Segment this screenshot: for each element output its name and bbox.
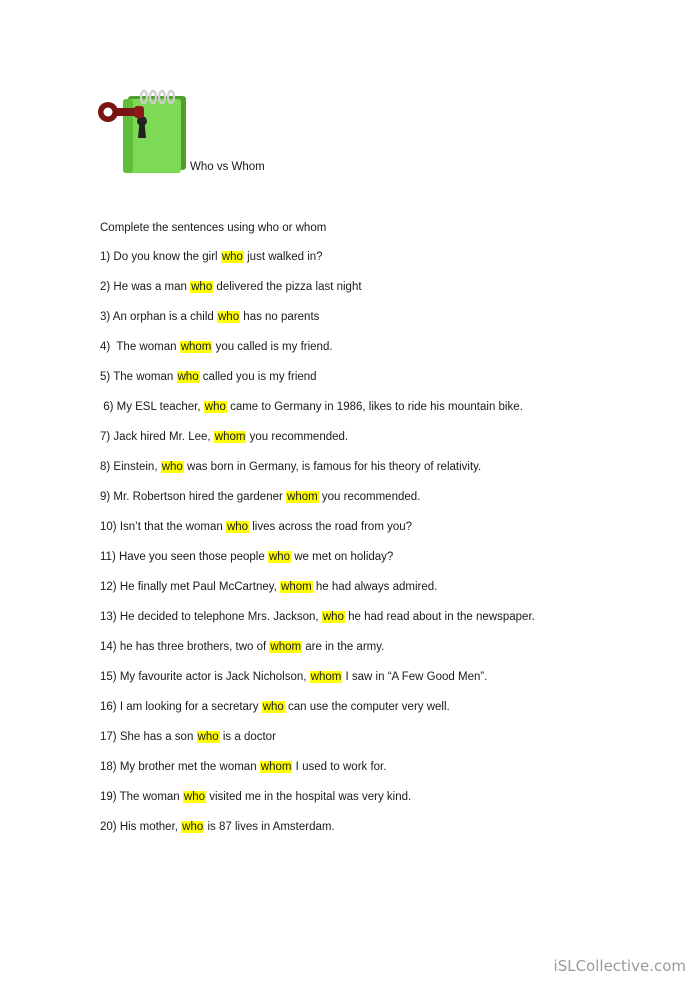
highlighted-answer: who [182,821,204,833]
highlighted-answer: who [183,791,205,803]
sentence-item [100,340,535,370]
sentence-item [100,250,535,280]
highlighted-answer: whom [214,431,246,443]
highlighted-answer: whom [260,761,292,773]
highlighted-answer: who [268,551,291,563]
highlighted-answer: who [322,611,344,623]
sentence-text-after: called you is my friend [199,371,317,383]
sentence-list [100,250,535,850]
sentence-text-after: lives across the road from you? [249,521,413,533]
sentence-item [100,490,535,520]
sentence-item [100,310,535,340]
sentence-item [100,580,535,610]
sentence-text-after: you recommended. [246,431,349,443]
sentence-text-before: 20) His mother, [100,821,182,833]
sentence-item [100,370,535,400]
sentence-text-after: has no parents [240,311,320,323]
sentence-item [100,820,535,850]
instructions: Complete the sentences using who or whom [100,222,327,234]
sentence-text-before: 7) Jack hired Mr. Lee, [100,431,214,443]
watermark: iSLCollective.com [553,957,686,975]
page-title: Who vs Whom [190,161,265,173]
sentence-text-after: he had read about in the newspaper. [344,611,535,623]
sentence-item [100,550,535,580]
sentence-text-after: you recommended. [318,491,421,503]
sentence-text-before: 13) He decided to telephone Mrs. Jackson, [100,611,322,623]
sentence-text-before: 2) He was a man [100,281,191,293]
sentence-item [100,730,535,760]
sentence-text-before: 18) My brother met the woman [100,761,260,773]
sentence-text-after: came to Germany in 1986, likes to ride his mountain bike. [226,401,523,413]
highlighted-answer: who [161,461,183,473]
sentence-item [100,400,535,430]
sentence-text-before: 11) Have you seen those people [100,551,268,563]
sentence-item [100,430,535,460]
sentence-text-before: 9) Mr. Robertson hired the gardener [100,491,287,503]
highlighted-answer: who [218,311,240,323]
sentence-item [100,640,535,670]
sentence-text-before: 1) Do you know the girl [100,251,221,263]
sentence-item [100,610,535,640]
sentence-item [100,280,535,310]
sentence-text-before: 6) My ESL teacher, [100,401,204,413]
sentence-item [100,670,535,700]
sentence-text-after: I used to work for. [292,761,387,773]
sentence-text-after: was born in Germany, is famous for his theory of relativity. [183,461,482,473]
sentence-item [100,520,535,550]
notebook-key-icon [96,88,194,174]
sentence-text-before: 8) Einstein, [100,461,161,473]
highlighted-answer: who [177,371,199,383]
sentence-text-after: can use the computer very well. [284,701,450,713]
sentence-text-after: delivered the pizza last night [213,281,362,293]
highlighted-answer: whom [180,341,212,353]
sentence-text-after: we met on holiday? [291,551,394,563]
sentence-item [100,460,535,490]
sentence-text-before: 5) The woman [100,371,177,383]
highlighted-answer: who [221,251,243,263]
sentence-text-after: visited me in the hospital was very kind. [206,791,412,803]
sentence-text-before: 15) My favourite actor is Jack Nicholson, [100,671,310,683]
sentence-text-before: 3) An orphan is a child [100,311,217,323]
sentence-text-before: 10) Isn’t that the woman [100,521,226,533]
highlighted-answer: whom [287,491,318,503]
sentence-text-before: 16) I am looking for a secretary [100,701,262,713]
sentence-text-after: he had always admired. [312,581,438,593]
sentence-text-after: is 87 lives in Amsterdam. [204,821,335,833]
sentence-text-after: is a doctor [219,731,276,743]
sentence-item [100,790,535,820]
sentence-text-before: 19) The woman [100,791,183,803]
sentence-text-before: 4) The woman [100,341,180,353]
highlighted-answer: who [191,281,213,293]
sentence-text-before: 14) he has three brothers, two of [100,641,270,653]
sentence-text-before: 12) He finally met Paul McCartney, [100,581,281,593]
sentence-text-before: 17) She has a son [100,731,197,743]
sentence-text-after: I saw in “A Few Good Men”. [342,671,488,683]
highlighted-answer: whom [281,581,312,593]
highlighted-answer: who [262,701,284,713]
highlighted-answer: who [204,401,226,413]
highlighted-answer: whom [310,671,342,683]
highlighted-answer: whom [270,641,302,653]
highlighted-answer: who [197,731,219,743]
sentence-text-after: you called is my friend. [212,341,333,353]
sentence-item [100,700,535,730]
sentence-item [100,760,535,790]
sentence-text-after: are in the army. [302,641,385,653]
sentence-text-after: just walked in? [243,251,323,263]
highlighted-answer: who [226,521,249,533]
